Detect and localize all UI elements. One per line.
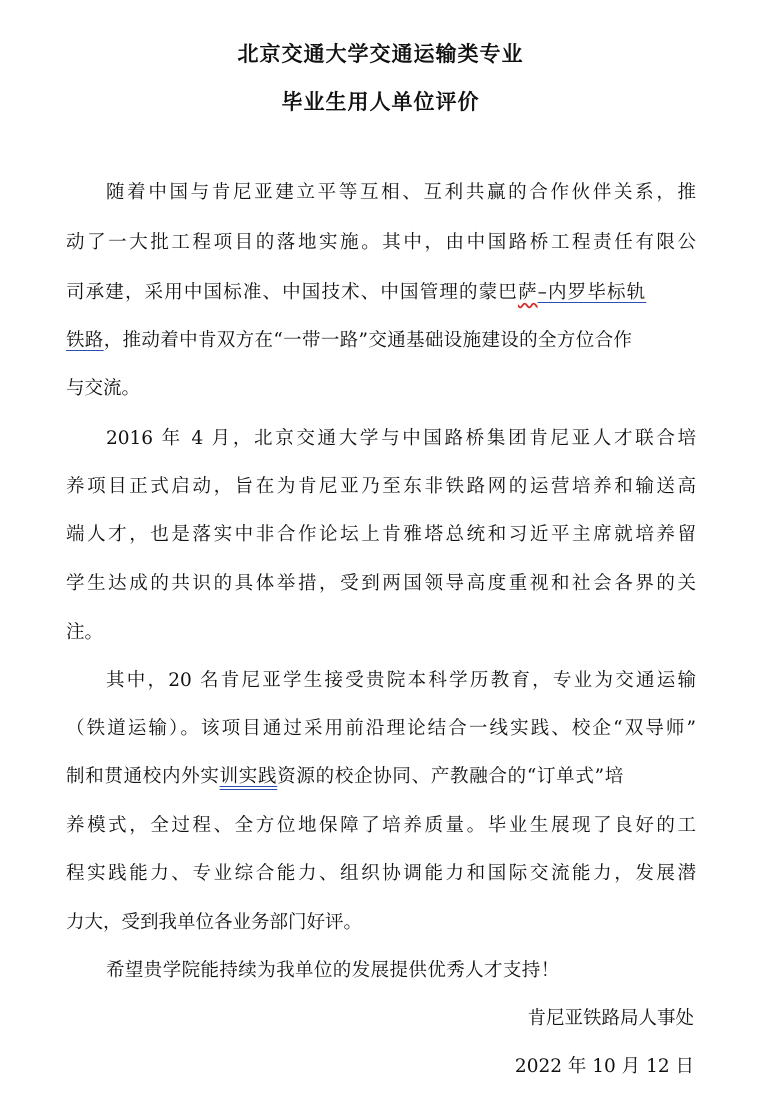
paragraph-2-line-2: 养项目正式启动，旨在为肯尼亚乃至东非铁路网的运营培养和输送高 [66,476,696,497]
paragraph-2-line-3: 端人才，也是落实中非合作论坛上肯雅塔总统和习近平主席就培养留 [66,524,696,545]
grammar-underlined-phrase-2: 训实践 [219,766,278,787]
document-title-line-1: 北京交通大学交通运输类专业 [237,42,524,66]
paragraph-3-line-3-text-c: 资源的校企协同、产教融合的“订单式”培 [277,766,624,787]
paragraph-1-line-1: 随着中国与肯尼亚建立平等互相、互利共赢的合作伙伴关系，推 [106,182,696,203]
signature-organization: 肯尼亚铁路局人事处 [527,1008,694,1029]
grammar-underlined-dash: – [537,282,549,303]
document-title-line-2: 毕业生用人单位评价 [281,90,480,114]
paragraph-4-line-1: 希望贵学院能持续为我单位的发展提供优秀人才支持！ [106,960,560,981]
paragraph-1-line-4 [66,326,696,356]
grammar-underlined-phrase: 内罗毕标轨 [548,282,647,303]
paragraph-3-line-3 [66,762,696,792]
paragraph-2-line-1: 2016 年 4 月，北京交通大学与中国路桥集团肯尼亚人才联合培 [106,428,696,449]
paragraph-1-line-4-text: ，推动着中肯双方在“一带一路”交通基础设施建设的全方位合作 [103,330,633,351]
paragraph-2-line-4: 学生达成的共识的具体举措，受到两国领导高度重视和社会各界的关 [66,573,696,594]
paragraph-3-line-2: （铁道运输）。该项目通过采用前沿理论结合一线实践、校企“双导师” [66,718,696,739]
paragraph-3-line-4: 养模式，全过程、全方位地保障了培养质量。毕业生展现了良好的工 [66,815,696,836]
paragraph-2-line-5: 注。 [66,622,104,643]
paragraph-1-line-5: 与交流。 [66,378,141,399]
spellcheck-underlined-char: 萨 [517,282,538,303]
paragraph-3-line-5: 程实践能力、专业综合能力、组织协调能力和国际交流能力，发展潜 [66,863,696,884]
paragraph-3-line-3-text-a: 制和贯通校内外实 [66,766,220,787]
paragraph-1-line-2: 动了一大批工程项目的落地实施。其中，由中国路桥工程责任有限公 [66,232,696,253]
paragraph-3-line-6: 力大，受到我单位各业务部门好评。 [66,912,363,933]
grammar-underlined-word: 铁路 [66,330,104,351]
paragraph-1-line-3 [66,278,696,308]
paragraph-3-line-1: 其中，20 名肯尼亚学生接受贵院本科学历教育，专业为交通运输 [106,670,696,691]
paragraph-1-line-3-text: 司承建，采用中国标准、中国技术、中国管理的蒙巴 [66,282,518,303]
signature-date: 2022 年 10 月 12 日 [514,1056,694,1077]
